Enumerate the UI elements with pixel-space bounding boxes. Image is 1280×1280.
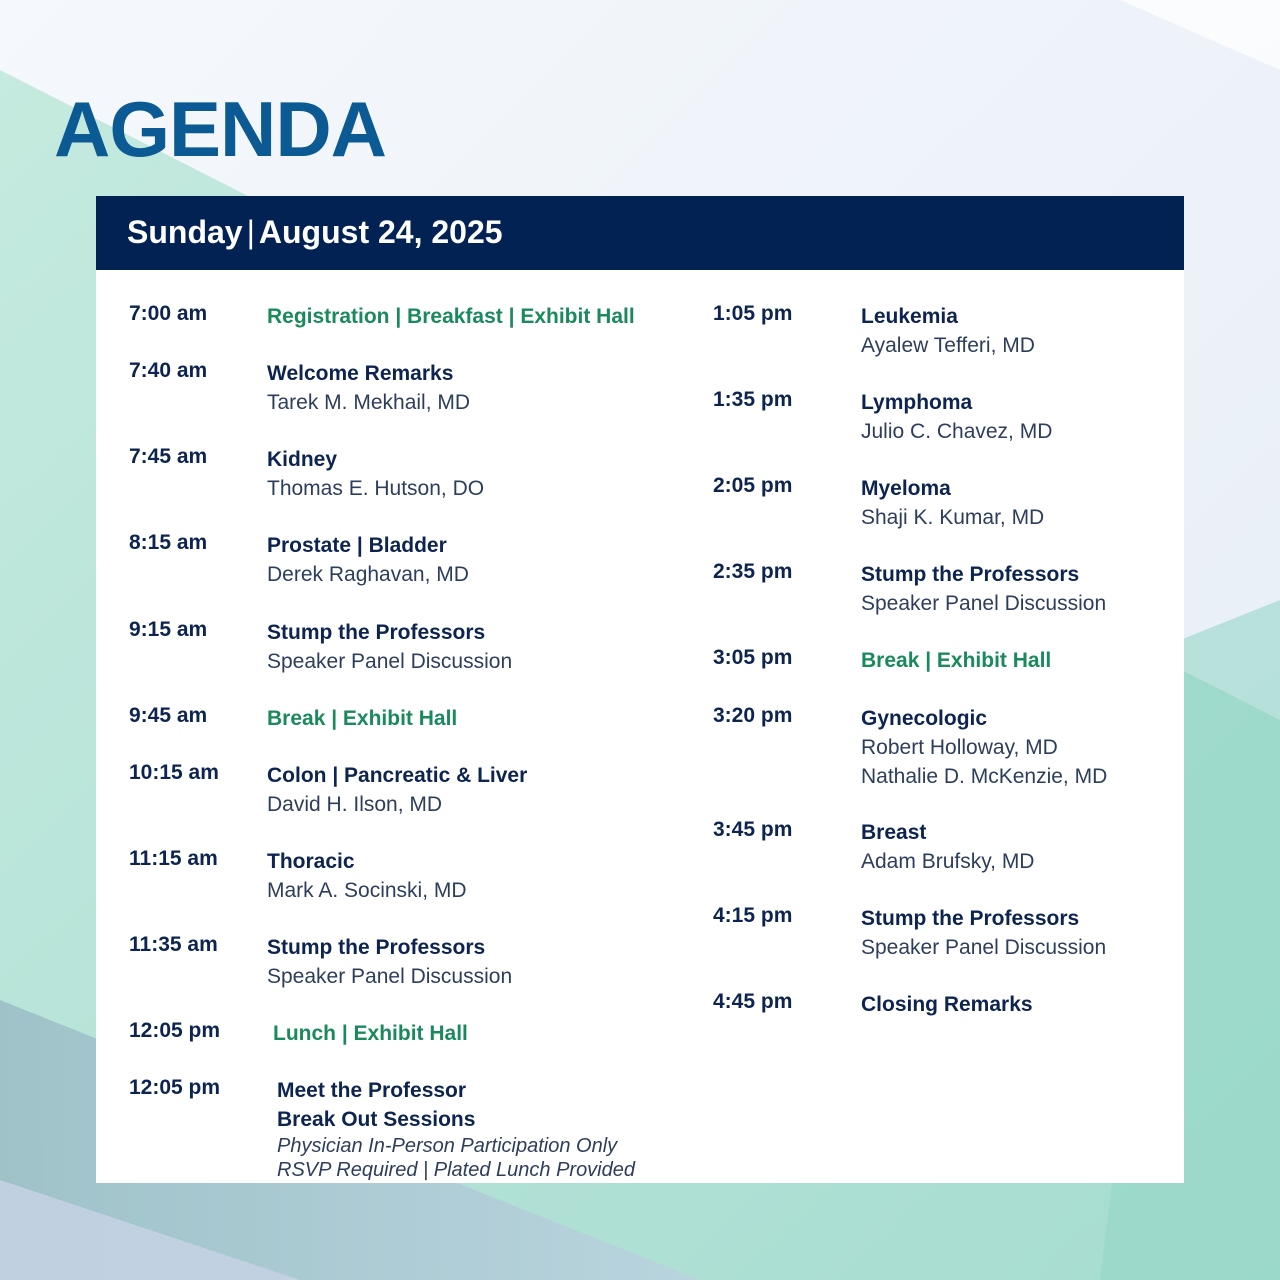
- speaker-name: Julio C. Chavez, MD: [861, 420, 1053, 443]
- session-details: [861, 990, 1033, 1019]
- speaker-name: Mark A. Socinski, MD: [267, 879, 467, 902]
- session-title: Breast: [861, 821, 927, 844]
- break-label: Break | Exhibit Hall: [267, 707, 458, 730]
- date: August 24, 2025: [258, 214, 503, 250]
- page-title: AGENDA: [54, 85, 387, 173]
- session-details: [267, 933, 512, 991]
- session-title: Welcome Remarks: [267, 362, 454, 385]
- session-title: Lymphoma: [861, 391, 973, 414]
- session-title: Stump the Professors: [267, 936, 486, 959]
- session-details: [861, 704, 1107, 791]
- session-time: 2:05 pm: [713, 474, 793, 497]
- session-time: 9:45 am: [129, 704, 208, 727]
- session-time: 12:05 pm: [129, 1076, 221, 1099]
- session-title: Stump the Professors: [861, 907, 1080, 930]
- speaker-name: Derek Raghavan, MD: [267, 563, 469, 586]
- session-details: [861, 560, 1106, 618]
- speaker-name: Nathalie D. McKenzie, MD: [861, 765, 1108, 788]
- session-title: Closing Remarks: [861, 993, 1033, 1016]
- speaker-name: Speaker Panel Discussion: [267, 965, 513, 988]
- session-title: Colon | Pancreatic & Liver: [267, 764, 528, 787]
- session-note: RSVP Required | Plated Lunch Provided: [277, 1159, 635, 1181]
- session-details: [277, 1076, 635, 1182]
- session-details: [267, 445, 484, 503]
- session-note: Physician In-Person Participation Only: [277, 1135, 618, 1157]
- break-label: Break | Exhibit Hall: [861, 649, 1052, 672]
- session-details: [267, 761, 527, 819]
- session-time: 7:45 am: [129, 445, 208, 468]
- session-details: [861, 474, 1044, 532]
- header-separator: |: [246, 214, 255, 250]
- day-header: [96, 196, 1184, 270]
- speaker-name: Speaker Panel Discussion: [861, 592, 1107, 615]
- session-details: [267, 847, 467, 905]
- speaker-name: Speaker Panel Discussion: [267, 650, 513, 673]
- session-details: [267, 302, 635, 331]
- session-time: 11:35 am: [129, 933, 218, 956]
- session-details: [267, 359, 470, 417]
- session-details: [267, 531, 469, 589]
- session-details: [861, 302, 1035, 360]
- session-title: Meet the Professor: [277, 1079, 467, 1102]
- session-details: [267, 704, 457, 733]
- session-time: 3:20 pm: [713, 704, 793, 727]
- session-time: 3:05 pm: [713, 646, 793, 669]
- session-time: 12:05 pm: [129, 1019, 221, 1042]
- speaker-name: Ayalew Tefferi, MD: [861, 334, 1035, 357]
- speaker-name: David H. Ilson, MD: [267, 793, 443, 816]
- speaker-name: Adam Brufsky, MD: [861, 850, 1035, 873]
- session-time: 10:15 am: [129, 761, 219, 784]
- session-time: 9:15 am: [129, 618, 208, 641]
- session-title: Stump the Professors: [861, 563, 1080, 586]
- break-label: Lunch | Exhibit Hall: [273, 1022, 468, 1045]
- session-details: [861, 904, 1106, 962]
- session-time: 7:00 am: [129, 302, 208, 325]
- session-title: Leukemia: [861, 305, 958, 328]
- session-title: Thoracic: [267, 850, 355, 873]
- session-time: 4:15 pm: [713, 904, 793, 927]
- speaker-name: Tarek M. Mekhail, MD: [267, 391, 471, 414]
- session-time: 8:15 am: [129, 531, 208, 554]
- session-details: [273, 1019, 468, 1048]
- session-time: 7:40 am: [129, 359, 208, 382]
- session-title: Prostate | Bladder: [267, 534, 447, 557]
- weekday: Sunday: [127, 214, 243, 250]
- session-title: Gynecologic: [861, 707, 988, 730]
- session-title: Myeloma: [861, 477, 951, 500]
- session-time: 2:35 pm: [713, 560, 793, 583]
- speaker-name: Speaker Panel Discussion: [861, 936, 1107, 959]
- session-details: [861, 646, 1051, 675]
- session-details: [267, 618, 512, 676]
- session-title: Break Out Sessions: [277, 1108, 476, 1131]
- session-time: 11:15 am: [129, 847, 218, 870]
- session-time: 3:45 pm: [713, 818, 793, 841]
- session-title: Stump the Professors: [267, 621, 486, 644]
- session-details: [861, 388, 1052, 446]
- session-time: 1:35 pm: [713, 388, 793, 411]
- session-time: 1:05 pm: [713, 302, 793, 325]
- session-time: 4:45 pm: [713, 990, 793, 1013]
- session-details: [861, 818, 1034, 876]
- session-title: Kidney: [267, 448, 338, 471]
- break-label: Registration | Breakfast | Exhibit Hall: [267, 305, 635, 328]
- speaker-name: Robert Holloway, MD: [861, 736, 1058, 759]
- speaker-name: Thomas E. Hutson, DO: [267, 477, 485, 500]
- speaker-name: Shaji K. Kumar, MD: [861, 506, 1045, 529]
- agenda-card: [96, 196, 1184, 1183]
